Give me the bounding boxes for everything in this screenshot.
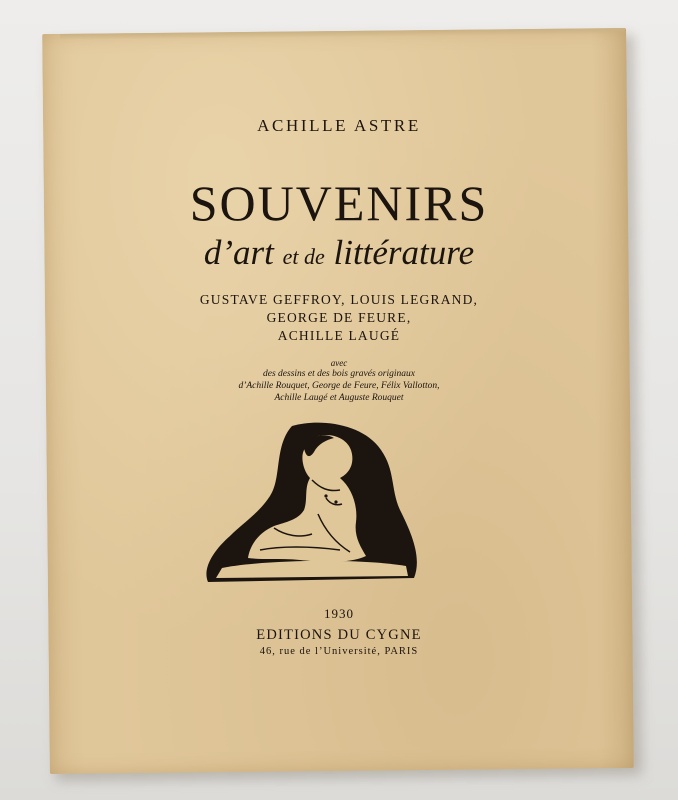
credits-line: Achille Laugé et Auguste Rouquet xyxy=(274,393,404,403)
book-subtitle xyxy=(0,232,678,278)
woodcut-reclining-nude-icon xyxy=(200,418,422,586)
illustration-credits xyxy=(0,368,678,404)
names-line: GEORGE DE FEURE, xyxy=(266,310,412,325)
subtitle-part-1: d’art xyxy=(203,233,274,272)
subtitle-connector: et de xyxy=(282,244,325,269)
book-title: SOUVENIRS xyxy=(189,175,489,231)
publication-year: 1930 xyxy=(324,606,354,621)
publisher-address: 46, rue de l’Université, PARIS xyxy=(259,646,419,657)
names-line: ACHILLE LAUGÉ xyxy=(277,328,401,343)
publisher-name: EDITIONS DU CYGNE xyxy=(256,627,422,643)
names-line: GUSTAVE GEFFROY, LOUIS LEGRAND, xyxy=(199,292,479,307)
avec-label: avec xyxy=(330,358,348,368)
contributor-names xyxy=(0,291,678,345)
author-name: ACHILLE ASTRE xyxy=(257,116,421,135)
credits-line: des dessins et des bois gravés originaux xyxy=(263,369,415,379)
subtitle-part-2: littérature xyxy=(333,233,475,272)
credits-line: d’Achille Rouquet, George de Feure, Félix Vallotton, xyxy=(238,381,440,391)
